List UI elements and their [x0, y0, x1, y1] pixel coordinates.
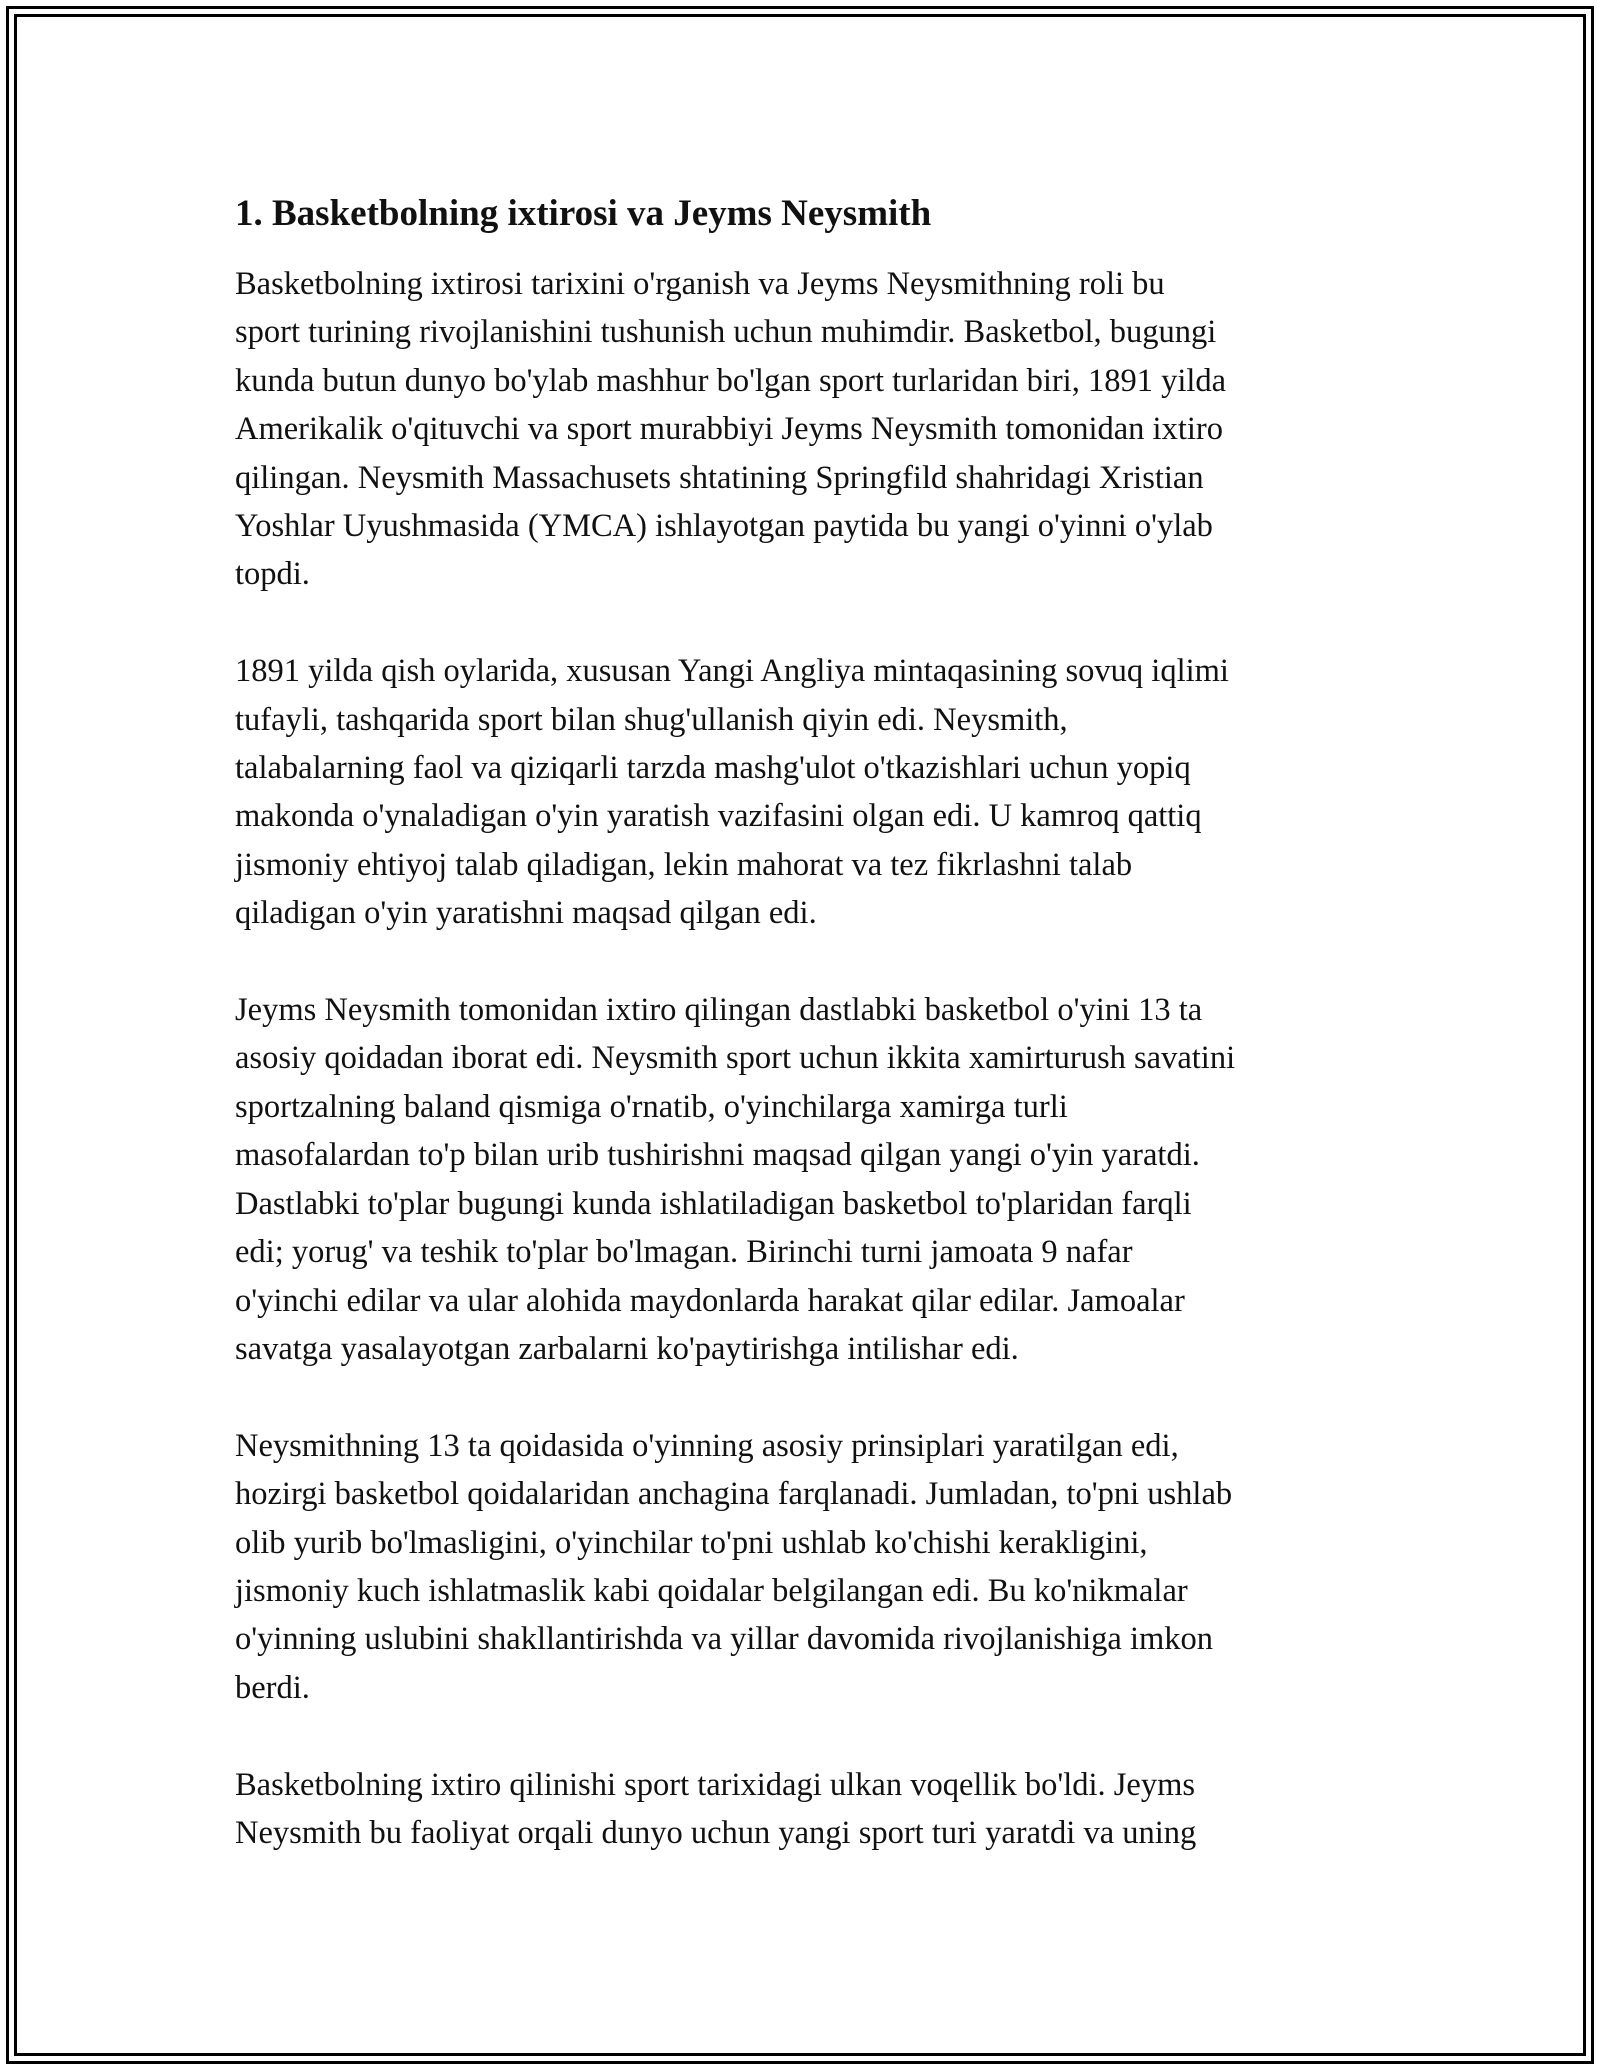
text-line: asosiy qoidadan iborat edi. Neysmith sport uchun ikkita xamirturush savatini — [235, 1040, 1236, 1077]
text-line: Yoshlar Uyushmasida (YMCA) ishlayotgan paytida bu yangi o'yinni o'ylab — [235, 508, 1213, 545]
text-line: o'yinchi edilar va ular alohida maydonlarda harakat qilar edilar. Jamoalar — [235, 1282, 1185, 1319]
text-line: kunda butun dunyo bo'ylab mashhur bo'lgan sport turlaridan biri, 1891 yilda — [235, 362, 1227, 399]
text-line: olib yurib bo'lmasligini, o'yinchilar to'pni ushlab ko'chishi kerakligini, — [235, 1524, 1148, 1561]
text-line: jismoniy kuch ishlatmaslik kabi qoidalar belgilangan edi. Bu ko'nikmalar — [235, 1572, 1188, 1609]
paragraph-3 — [235, 986, 1375, 1373]
text-line: talabalarning faol va qiziqarli tarzda mashg'ulot o'tkazishlari uchun yopiq — [235, 750, 1191, 787]
text-line: Neysmithning 13 ta qoidasida o'yinning asosiy prinsiplari yaratilgan edi, — [235, 1427, 1179, 1464]
text-line: sportzalning baland qismiga o'rnatib, o'yinchilarga xamirga turli — [235, 1088, 1068, 1125]
text-line: Jeyms Neysmith tomonidan ixtiro qilingan dastlabki basketbol o'yini 13 ta — [235, 992, 1203, 1029]
text-line: edi; yorug' va teshik to'plar bo'lmagan. Birinchi turni jamoata 9 nafar — [235, 1234, 1133, 1271]
text-line: Basketbolning ixtiro qilinishi sport tarixidagi ulkan voqellik bo'ldi. Jeyms — [235, 1766, 1196, 1803]
paragraph-1 — [235, 260, 1375, 599]
text-line: Neysmith bu faoliyat orqali dunyo uchun yangi sport turi yaratdi va uning — [235, 1814, 1197, 1851]
text-line: Dastlabki to'plar bugungi kunda ishlatiladigan basketbol to'plaridan farqli — [235, 1185, 1192, 1222]
text-line: Basketbolning ixtirosi tarixini o'rganish va Jeyms Neysmithning roli bu — [235, 266, 1165, 302]
text-line: tufayli, tashqarida sport bilan shug'ullanish qiyin edi. Neysmith, — [235, 701, 1068, 738]
paragraph-2 — [235, 647, 1375, 937]
text-line: Amerikalik o'qituvchi va sport murabbiyi Jeyms Neysmith tomonidan ixtiro — [235, 411, 1223, 448]
text-line: sport turining rivojlanishini tushunish uchun muhimdir. Basketbol, bugungi — [235, 314, 1217, 351]
paragraph-5 — [235, 1761, 1375, 1858]
section-heading: 1. Basketbolning ixtirosi va Jeyms Neysmith — [235, 193, 932, 234]
text-line: jismoniy ehtiyoj talab qiladigan, lekin mahorat va tez fikrlashni talab — [235, 846, 1133, 883]
text-line: masofalardan to'p bilan urib tushirishni maqsad qilgan yangi o'yin yaratdi. — [235, 1137, 1200, 1174]
text-line: o'yinning uslubini shakllantirishda va yillar davomida rivojlanishiga imkon — [235, 1621, 1214, 1658]
text-line: 1891 yilda qish oylarida, xususan Yangi Angliya mintaqasining sovuq iqlimi — [235, 653, 1229, 690]
text-line: hozirgi basketbol qoidalaridan anchagina farqlanadi. Jumladan, to'pni ushlab — [235, 1476, 1233, 1513]
document-body — [235, 190, 1375, 1906]
text-line: qiladigan o'yin yaratishni maqsad qilgan edi. — [235, 895, 817, 932]
text-line: qilingan. Neysmith Massachusets shtatining Springfild shahridagi Xristian — [235, 459, 1204, 496]
text-line: berdi. — [235, 1669, 310, 1706]
paragraph-4 — [235, 1422, 1375, 1712]
text-line: makonda o'ynaladigan o'yin yaratish vazifasini olgan edi. U kamroq qattiq — [235, 798, 1202, 835]
text-line: topdi. — [235, 556, 310, 593]
text-line: savatga yasalayotgan zarbalarni ko'paytirishga intilishar edi. — [235, 1330, 1019, 1367]
